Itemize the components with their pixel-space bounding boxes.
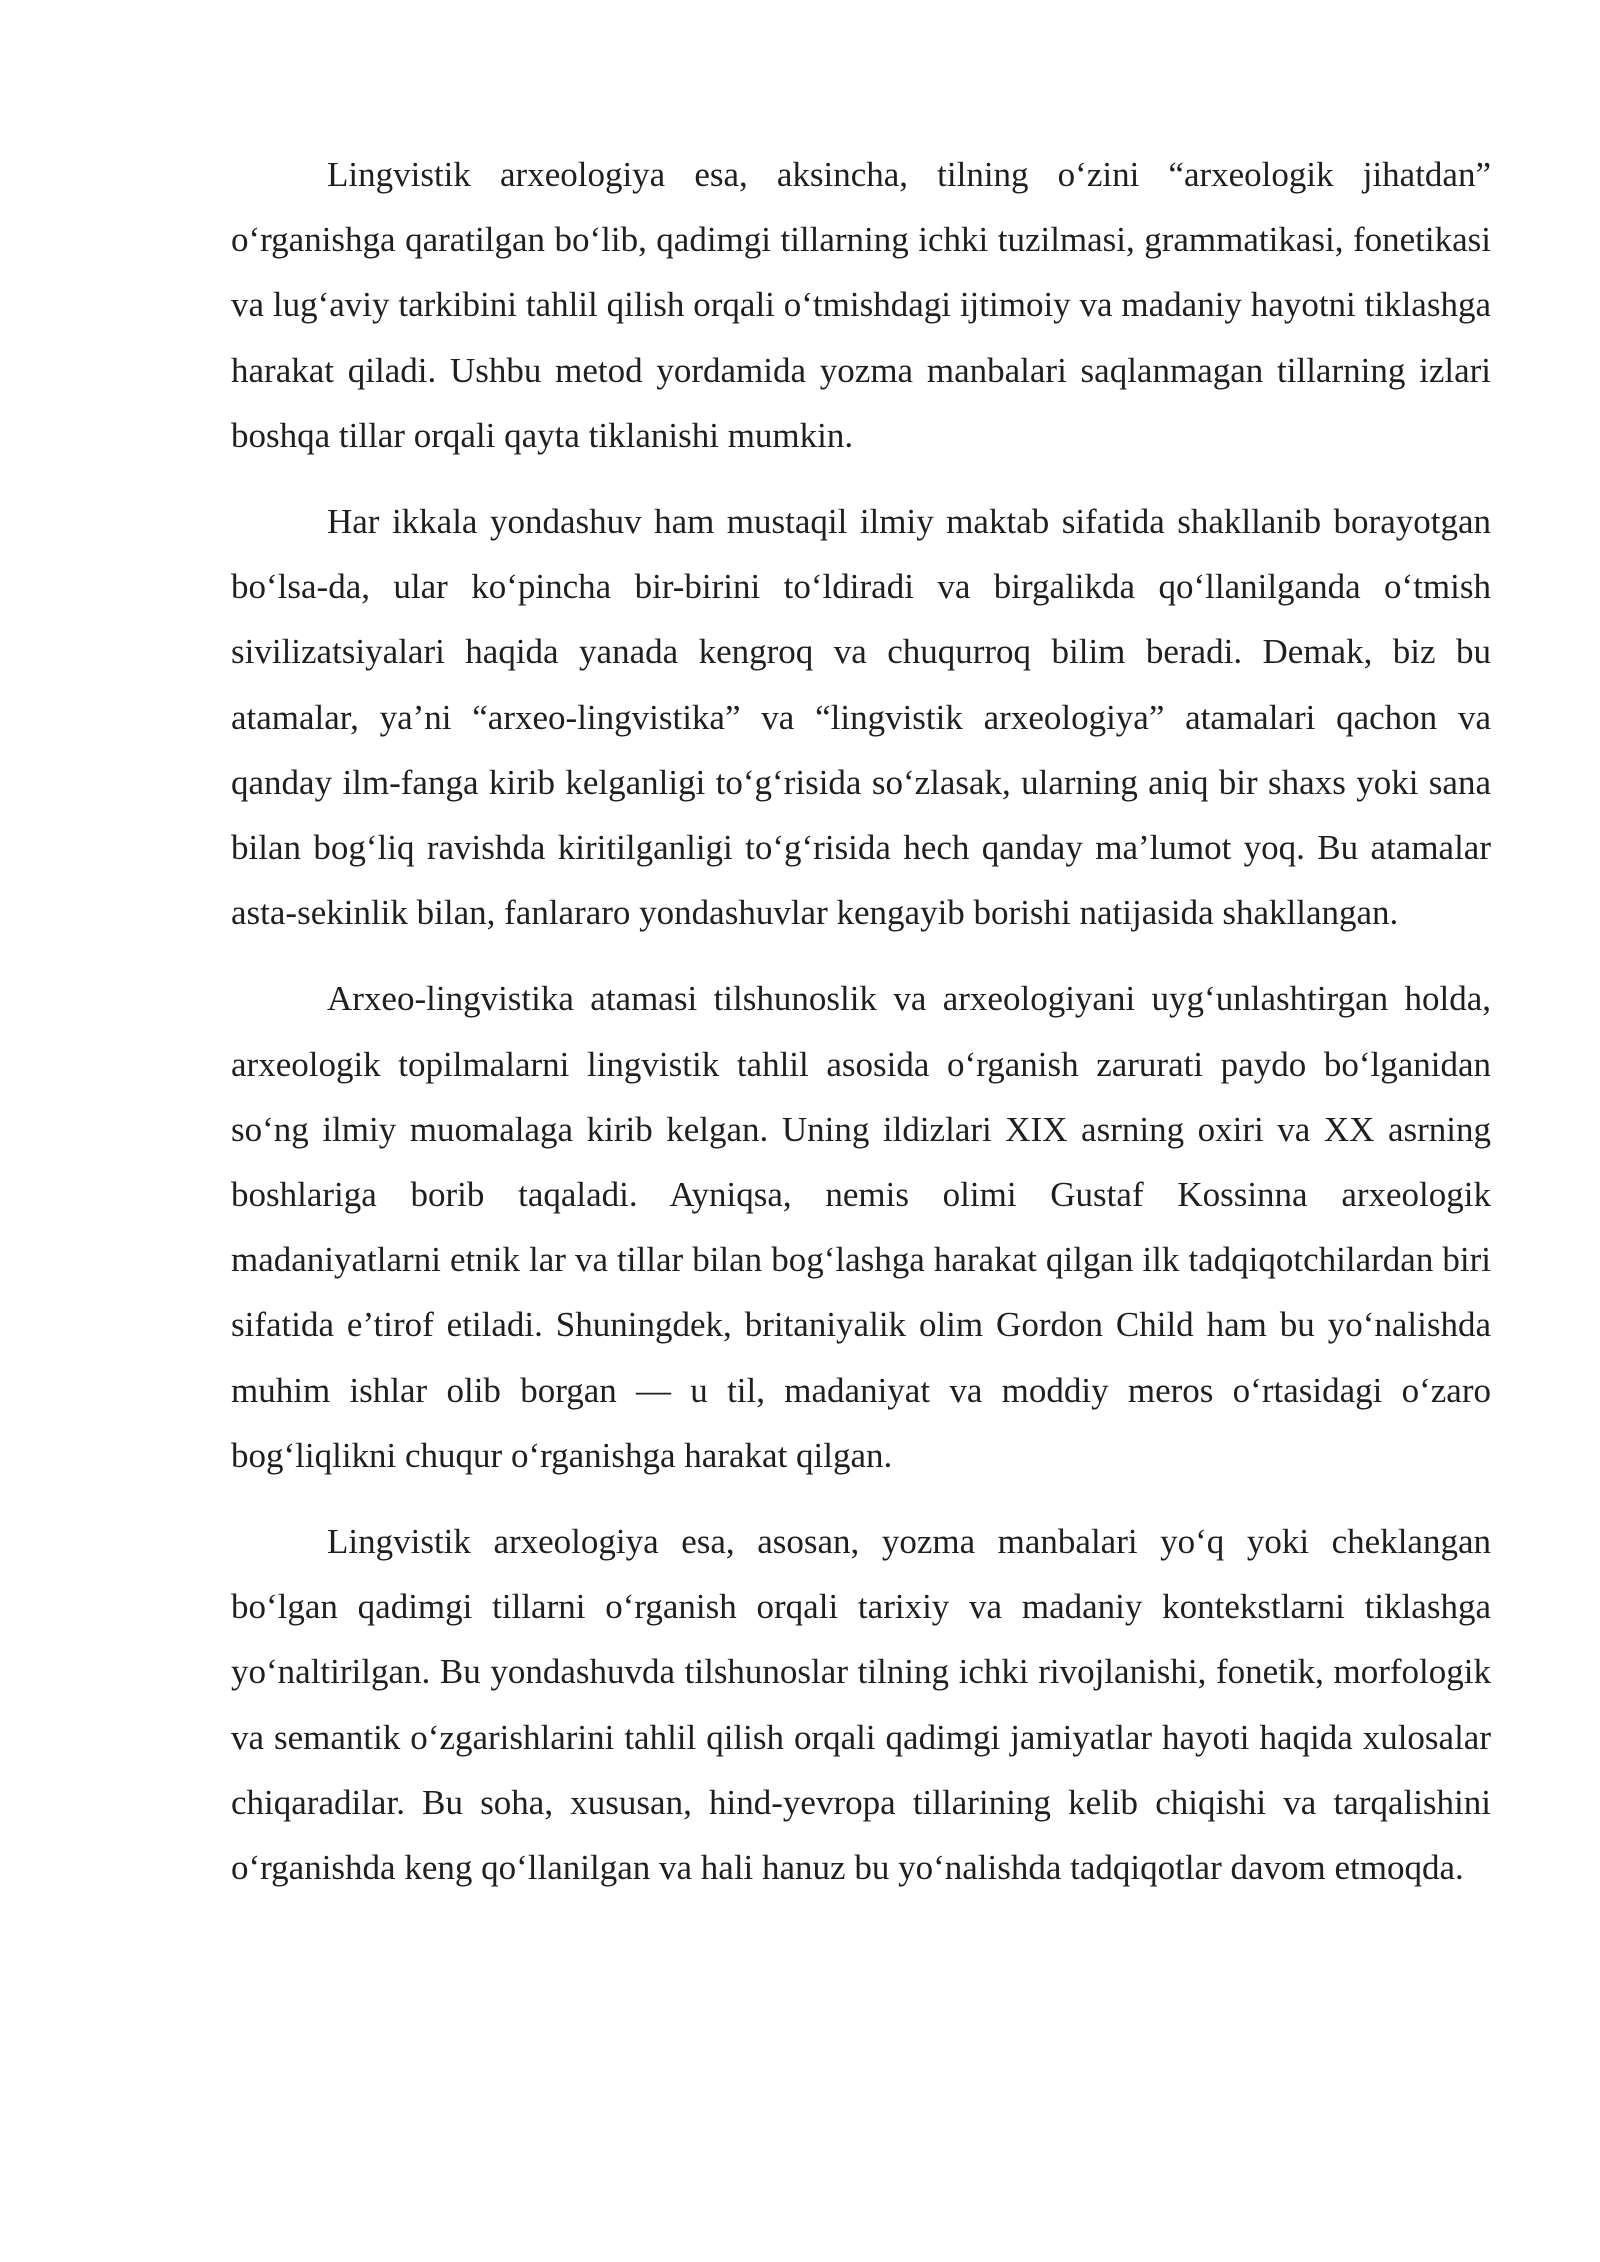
paragraph-1: Lingvistik arxeologiya esa, aksincha, tilning o‘zini “arxeologik jihatdan” o‘rganishga qaratilgan bo‘lib, qadimgi tillarning ichki tuzilmasi, grammatikasi, fonetikasi va lug‘aviy tarkibini tahlil qilish orqali o‘tmishdagi ijtimoiy va madaniy hayotni tiklashga harakat qiladi. Ushbu metod yordamida yozma manbalari saqlanmagan tillarning izlari boshqa tillar orqali qayta tiklanishi mumkin. xyxy=(231,155,1491,455)
paragraph-3: Arxeo-lingvistika atamasi tilshunoslik va arxeologiyani uyg‘unlashtirgan holda, arxeologik topilmalarni lingvistik tahlil asosida o‘rganish zarurati paydo bo‘lganidan so‘ng ilmiy muomalaga kirib kelgan. Uning ildizlari XIX asrning oxiri va XX asrning boshlariga borib taqaladi. Ayniqsa, nemis olimi Gustaf Kossinna arxeologik madaniyatlarni etnik lar va tillar bilan bog‘lashga harakat qilgan ilk tadqiqotchilardan biri sifatida e’tirof etiladi. Shuningdek, britaniyalik olim Gordon Child ham bu yo‘nalishda muhim ishlar olib borgan — u til, madaniyat va moddiy meros o‘rtasidagi o‘zaro bog‘liqlikni chuqur o‘rganishga harakat qilgan. xyxy=(231,979,1491,1475)
paragraph-4: Lingvistik arxeologiya esa, asosan, yozma manbalari yo‘q yoki cheklangan bo‘lgan qadimgi tillarni o‘rganish orqali tarixiy va madaniy kontekstlarni tiklashga yo‘naltirilgan. Bu yondashuvda tilshunoslar tilning ichki rivojlanishi, fonetik, morfologik va semantik o‘zgarishlarini tahlil qilish orqali qadimgi jamiyatlar hayoti haqida xulosalar chiqaradilar. Bu soha, xususan, hind-yevropa tillarining kelib chiqishi va tarqalishini o‘rganishda keng qo‘llanilgan va hali hanuz bu yo‘nalishda tadqiqotlar davom etmoqda. xyxy=(231,1522,1491,1888)
paragraph-2: Har ikkala yondashuv ham mustaqil ilmiy maktab sifatida shakllanib borayotgan bo‘lsa-da, ular ko‘pincha bir-birini to‘ldiradi va birgalikda qo‘llanilganda o‘tmish sivilizatsiyalari haqida yanada kengroq va chuqurroq bilim beradi. Demak, biz bu atamalar, ya’ni “arxeo-lingvistika” va “lingvistik arxeologiya” atamalari qachon va qanday ilm-fanga kirib kelganligi to‘g‘risida so‘zlasak, ularning aniq bir shaxs yoki sana bilan bog‘liq ravishda kiritilganligi to‘g‘risida hech qanday ma’lumot yoq. Bu atamalar asta-sekinlik bilan, fanlararo yondashuvlar kengayib borishi natijasida shakllangan. xyxy=(231,502,1491,933)
document-body xyxy=(231,142,1491,1921)
